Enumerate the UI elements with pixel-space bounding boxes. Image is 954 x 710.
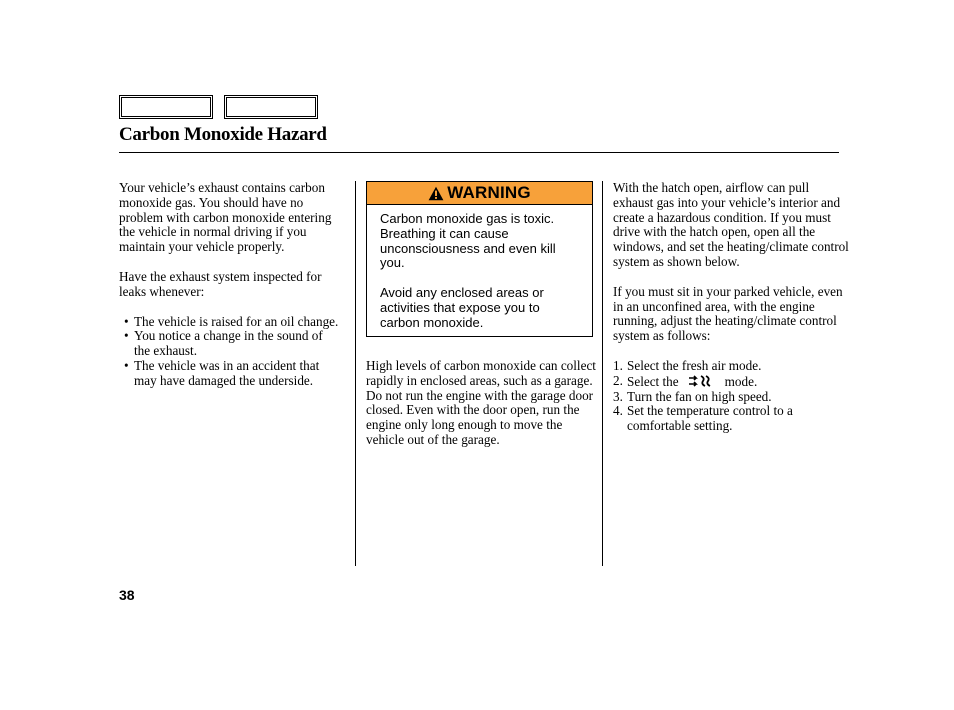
- column-3: [613, 181, 851, 434]
- page-title: Carbon Monoxide Hazard: [119, 124, 327, 145]
- list-item: 4. Set the temperature control to a comfortable setting.: [613, 403, 793, 434]
- warning-paragraph: Carbon monoxide gas is toxic. Breathing it can cause unconsciousness and even kill you.: [380, 211, 556, 271]
- steps-list: [613, 359, 851, 434]
- intro-paragraph: Your vehicle’s exhaust contains carbon monoxide gas. You should have no problem with carbon monoxide entering the vehicle in normal driving if you maintain your vehicle properly.: [119, 180, 332, 255]
- warning-box: [366, 181, 593, 337]
- inspection-list: [119, 315, 341, 389]
- garage-paragraph: High levels of carbon monoxide can collect rapidly in enclosed areas, such as a garage. Do not run the engine with the garage door closed. Even with the door open, run the engine only long enough to move the vehicle out of the garage.: [366, 358, 596, 447]
- inspection-paragraph: Have the exhaust system inspected for leaks whenever:: [119, 268, 322, 299]
- list-item: 2. Select the mode.: [613, 372, 758, 389]
- column-1: [119, 181, 341, 389]
- title-divider: [119, 152, 839, 153]
- vent-mode-icon: [687, 374, 711, 388]
- nav-tab-1[interactable]: [119, 95, 213, 119]
- warning-body: [367, 205, 592, 331]
- list-item: 1. Select the fresh air mode.: [613, 357, 762, 373]
- nav-tab-2[interactable]: [224, 95, 318, 119]
- list-item: 3. Turn the fan on high speed.: [613, 388, 772, 404]
- warning-triangle-icon: [428, 186, 444, 201]
- list-item: • The vehicle is raised for an oil change.: [119, 315, 341, 330]
- list-item: • You notice a change in the sound of the exhaust.: [119, 329, 341, 359]
- column-divider-2: [602, 181, 603, 566]
- parked-paragraph: If you must sit in your parked vehicle, even in an unconfined area, with the engine running, adjust the heating/climate control system as follows:: [613, 283, 843, 344]
- list-item: • The vehicle was in an accident that may have damaged the underside.: [119, 359, 341, 389]
- hatch-paragraph: With the hatch open, airflow can pull exhaust gas into your vehicle’s interior and create a hazardous condition. If you must drive with the hatch open, open all the windows, and set the heating/climate control system as shown below.: [613, 180, 849, 269]
- warning-paragraph: Avoid any enclosed areas or activities that expose you to carbon monoxide.: [380, 285, 544, 330]
- column-2: [366, 359, 598, 463]
- warning-label: WARNING: [447, 183, 531, 202]
- column-divider-1: [355, 181, 356, 566]
- warning-header: [367, 182, 592, 205]
- page-number: 38: [119, 587, 135, 603]
